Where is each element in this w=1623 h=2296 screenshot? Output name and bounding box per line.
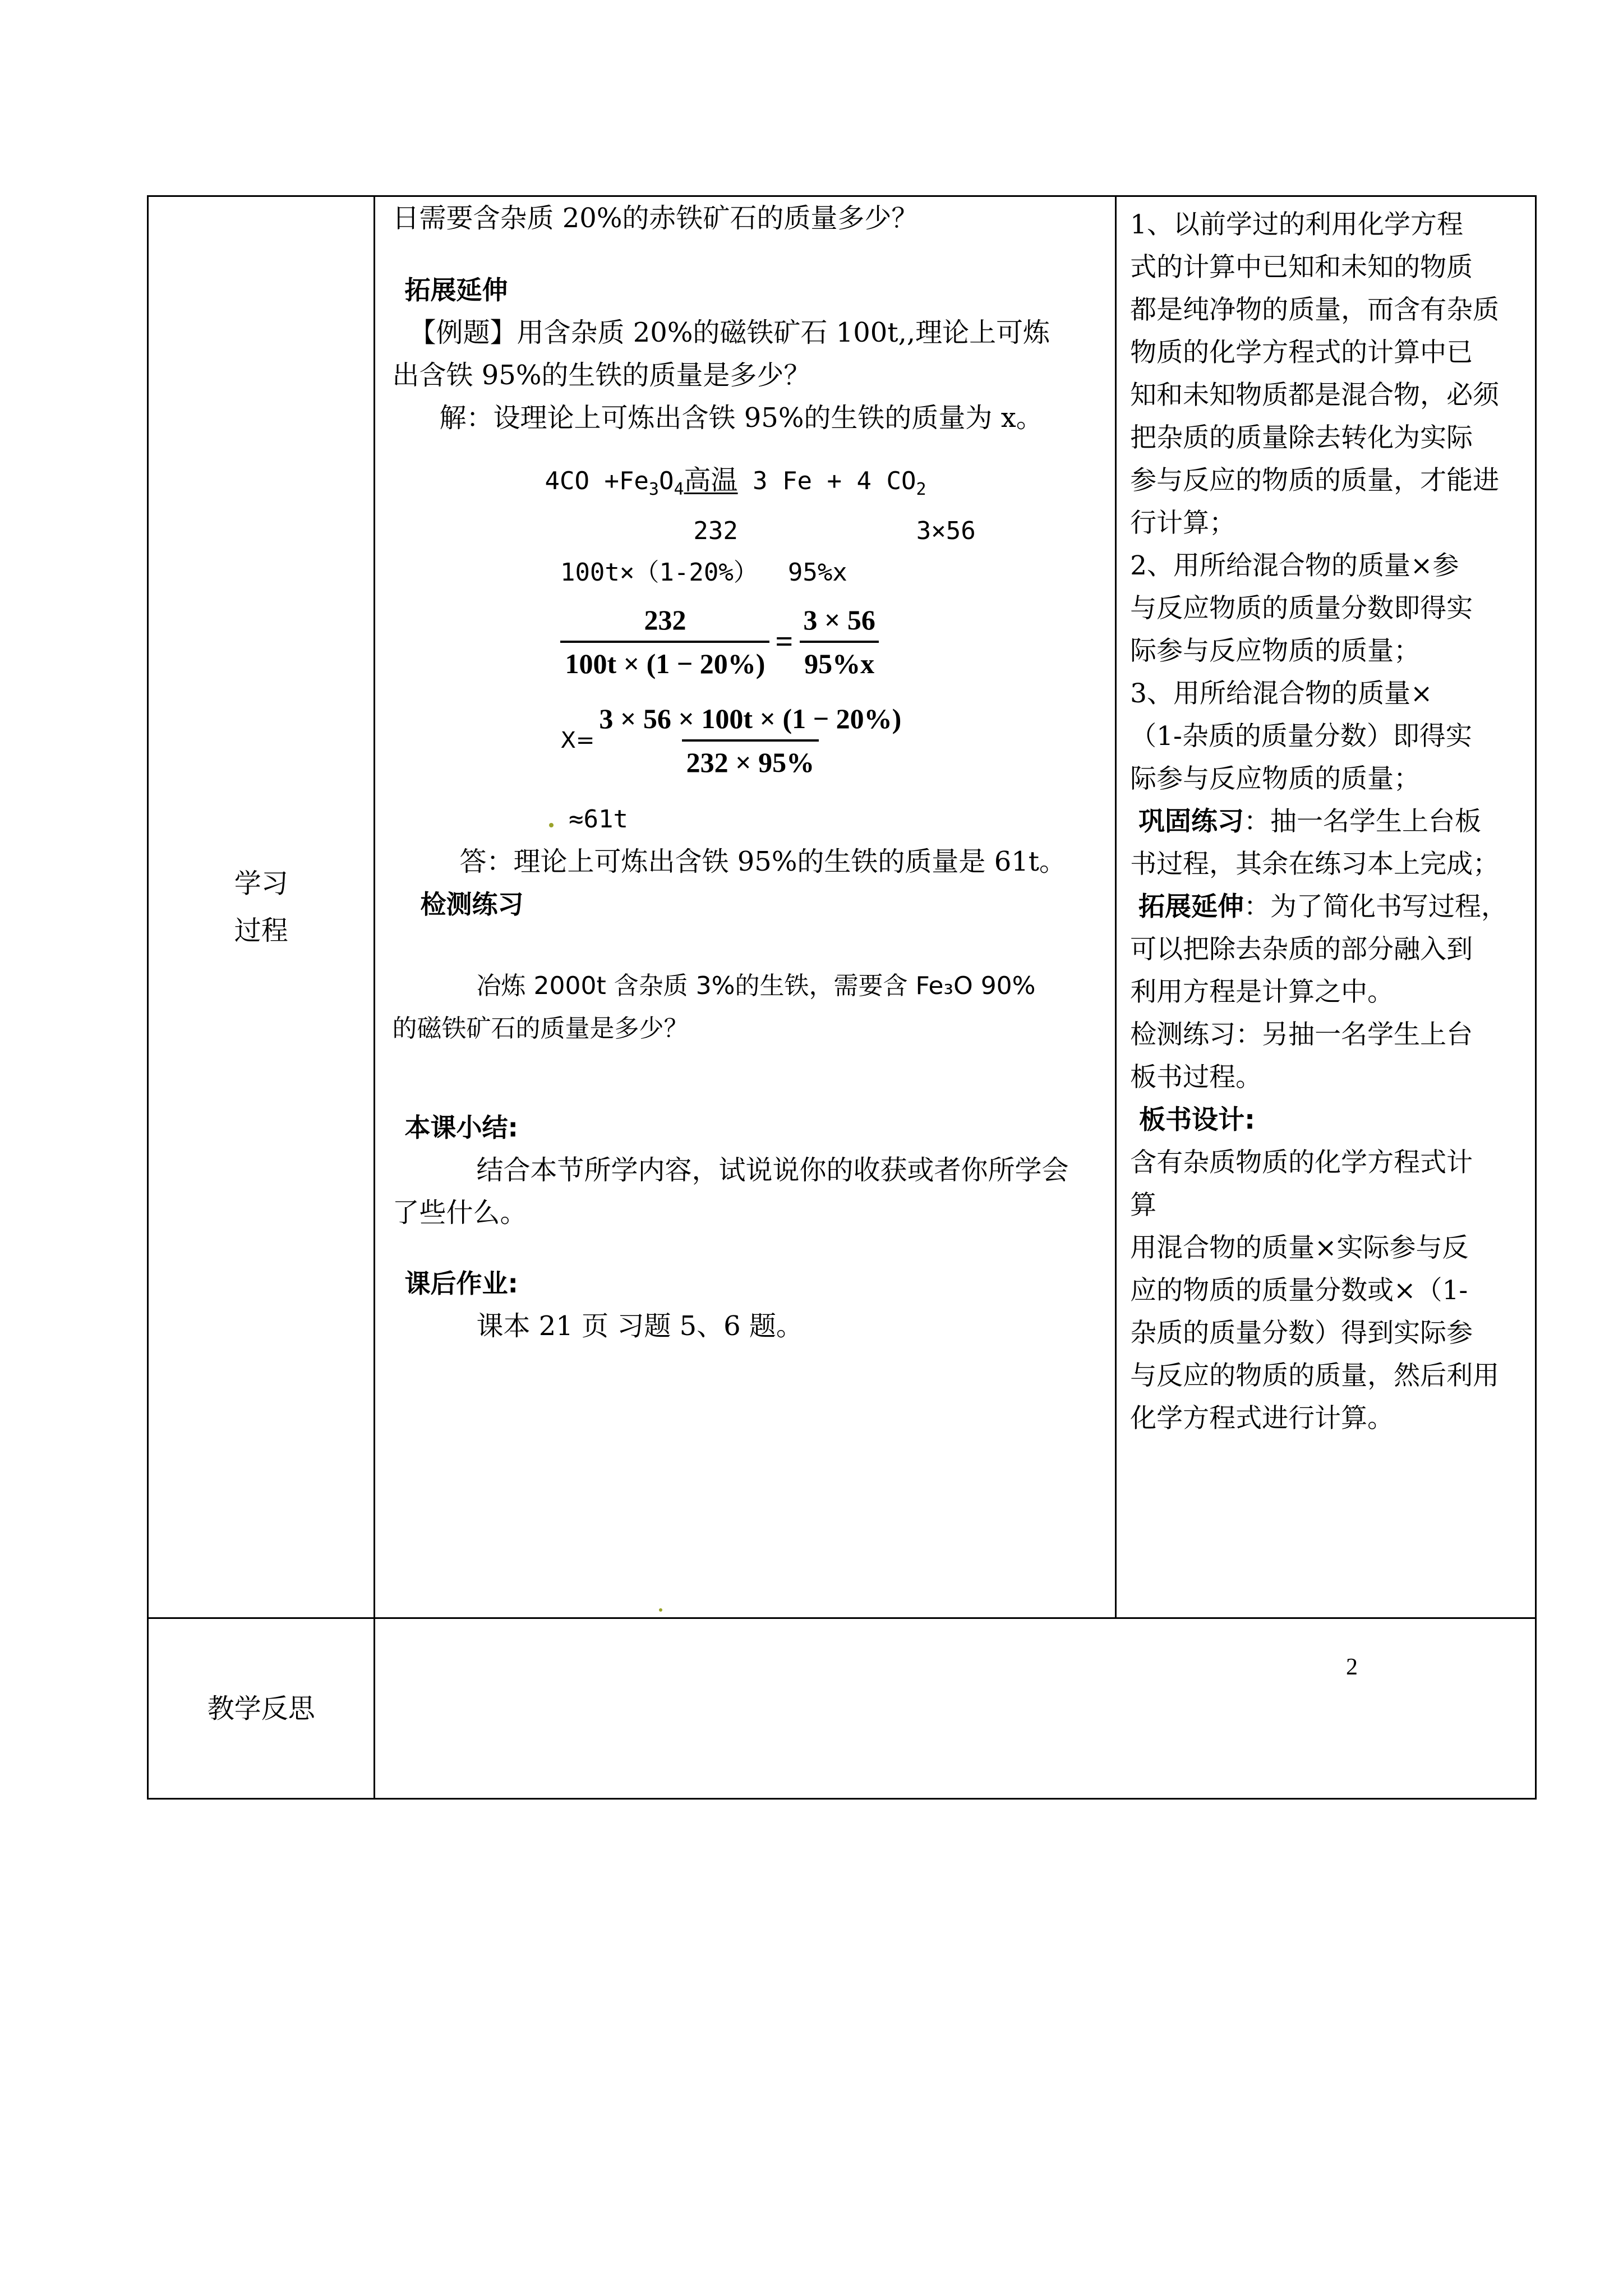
homework-heading: 课后作业:	[404, 1268, 518, 1299]
example-line-2: 出含铁 95%的生铁的质量是多少？	[392, 360, 811, 391]
condition-high-temp: 高温	[684, 464, 738, 496]
answer-line: 答：理论上可炼出含铁 95%的生铁的质量是 61t。	[459, 845, 1067, 877]
learning-process-row	[148, 196, 1536, 1618]
proportion-equation: $\frac{232}{100t \times (1 - 20\%)}$ = $\frac{3 \times 56}{95\%x}$	[560, 604, 1103, 693]
example-line-1: 【例题】用含杂质 20%的磁铁矿石 100t,,理论上可炼	[409, 317, 1050, 348]
fraction-right: $\frac{3 \times 56}{95\%x}$	[799, 604, 880, 680]
summary-line-1: 结合本节所学内容，试说说你的收获或者你所学会	[476, 1154, 1069, 1186]
consolidate-line-1: 巩固练习：抽一名学生上台板	[1138, 806, 1482, 837]
extend-heading: 拓展延伸	[404, 275, 508, 305]
teaching-notes-cell: 1、以前学过的利用化学方程 式的计算中已知和未知的物质 都是纯净物的质量，而含有杂质 物质的化学方程式的计算中已 知和未知物质都是混合物，必须 把杂质的质量除去转化为实际 参与反应的物质的质量，才能进 行计算； 2、用所给混合物的质量×参 与反应物质的质量分数即得实 际参与反应物质的质量； 3、用所给混合物的质量× （1-杂质的质量分数）即得实 际参与反应物质的质量； 巩固练习：抽一名学生上台板 书过程，其余在练习本上完成； 拓展延伸：为了简化书写过程， 可以把除去杂质的部分融入到 利用方程是计算之中。 检测练习：另抽一名学生上台 板书过程。 板书设计: 含有杂质物质的化学方程式计 算 用混合物的质量×实际参与反 应的物质的质量分数或×（1- 杂质的质量分数）得到实际参 与反应的物质的质量，然后利用 化学方程式进行计算。	[1116, 196, 1536, 1618]
homework-line: 课本 21 页 习题 5、6 题。	[476, 1310, 803, 1342]
x-solution: X= $\frac{3 \times 56 \times 100t \times (1 - 20\%)}{232 \times 95\%}$	[560, 702, 1103, 792]
chemical-equation: $4CO +Fe_3O_4$高温 3 Fe + 4 $CO_2$	[545, 464, 926, 499]
approx-result: ≈61t	[549, 799, 1103, 840]
reflection-content-cell	[375, 1618, 1536, 1799]
molar-mass-line: 232 3×56	[545, 516, 976, 545]
reflection-row	[148, 1618, 1536, 1799]
learning-process-label	[148, 196, 375, 1618]
summary-line-2: 了些什么。	[392, 1197, 527, 1228]
extend-line-1: 拓展延伸：为了简化书写过程，	[1138, 891, 1508, 922]
page-number: 2	[1346, 1654, 1358, 1680]
test-heading: 检测练习	[420, 889, 524, 919]
quantity-line: 100t×（1-20%） 95%x	[515, 558, 847, 587]
fraction-x: $\frac{3 \times 56 \times 100t \times (1 - 20\%)}{232 \times 95\%}$	[599, 702, 902, 778]
summary-heading: 本课小结:	[404, 1112, 518, 1143]
test-question-line-1: 冶炼 2000t 含杂质 3%的生铁，需要含 Fe₃O 90%	[476, 971, 1036, 1000]
test-question-line-2: 的磁铁矿石的质量是多少？	[392, 1014, 689, 1043]
reflection-label: 教学反思	[148, 1618, 375, 1799]
question-tail: 日需要含杂质 20%的赤铁矿石的质量多少？	[392, 203, 919, 234]
board-design-heading: 板书设计:	[1139, 1105, 1255, 1135]
solution-setup: 解：设理论上可炼出含铁 95%的生铁的质量为 x。	[439, 402, 1043, 434]
teaching-content-cell	[375, 196, 1116, 1618]
lesson-plan-table	[147, 195, 1537, 1800]
label-line-1: 学习	[234, 868, 288, 899]
label-line-2: 过程	[234, 915, 288, 946]
fraction-left: $\frac{232}{100t \times (1 - 20\%)}$	[560, 604, 769, 680]
